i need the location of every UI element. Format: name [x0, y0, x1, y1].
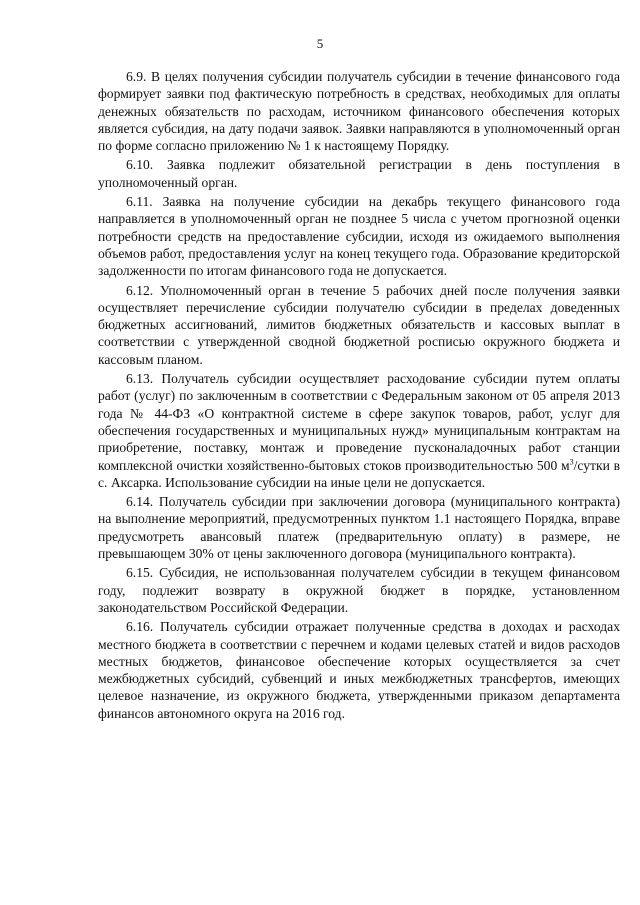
paragraph-6-10: 6.10. Заявка подлежит обязательной регистрации в день поступления в уполномоченный орган.	[98, 157, 620, 190]
paragraph-6-13-text-after: /сутки в с. Аксарка. Использование субсидии на иные цели не допускается.	[98, 457, 620, 490]
paragraph-6-14: 6.14. Получатель субсидии при заключении договора (муниципального контракта) на выполнение мероприятий, предусмотренных пунктом 1.1 настоящего Порядка, вправе предусмотреть авансовый платеж (предварительную оплату) в размере, не превышающем 30% от цены заключенного договора (муниципального контракта).	[98, 494, 620, 562]
paragraph-6-13-text-before: 6.13. Получатель субсидии осуществляет расходование субсидии путем оплаты работ (услуг) по заключенным в соответствии с Федеральным законом от 05 апреля 2013 года № 44-ФЗ «О контрактной системе в сфере закупок товаров, работ, услуг для обеспечения государственных и муниципальных нужд» муниципальным контрактам на приобретение, поставку, монтаж и проведение пусконаладочных работ станции комплексной очистки хозяйственно-бытовых стоков производительностью 500 м	[98, 371, 620, 473]
document-body	[98, 68, 620, 724]
paragraph-6-12: 6.12. Уполномоченный орган в течение 5 рабочих дней после получения заявки осуществляет перечисление субсидии получателю субсидии в пределах доведенных бюджетных ассигнований, лимитов бюджетных обязательств и кассовых выплат в соответствии с утвержденной сводной бюджетной росписью окружного бюджета и кассовым планом.	[98, 282, 620, 367]
paragraph-6-9: 6.9. В целях получения субсидии получатель субсидии в течение финансового года формирует заявки под фактическую потребность в средствах, необходимых для оплаты денежных обязательств по расходам, источником финансового обеспечения которых является субсидия, на дату подачи заявок. Заявки направляются в уполномоченный орган по форме согласно приложению № 1 к настоящему Порядку.	[98, 69, 620, 154]
paragraph-6-13	[98, 370, 620, 491]
paragraph-6-11: 6.11. Заявка на получение субсидии на декабрь текущего финансового года направляется в уполномоченный орган не позднее 5 числа с учетом прогнозной оценки потребности средств на предоставление субсидии, исходя из ожидаемого выполнения объемов работ, предоставления услуг на конец текущего года. Образование кредиторской задолженности по итогам финансового года не допускается.	[98, 194, 620, 279]
page-number: 5	[316, 36, 324, 51]
cubic-superscript: 3	[569, 457, 574, 466]
paragraph-6-16: 6.16. Получатель субсидии отражает полученные средства в доходах и расходах местного бюджета в соответствии с перечнем и кодами целевых статей и видов расходов местных бюджетов, финансовое обеспечение которых осуществляется за счет межбюджетных субсидий, субвенций и иных межбюджетных трансфертов, имеющих целевое назначение, из окружного бюджета, утвержденными приказом департамента финансов автономного округа на 2016 год.	[98, 619, 620, 721]
paragraph-6-15: 6.15. Субсидия, не использованная получателем субсидии в текущем финансовом году, подлежит возврату в окружной бюджет в порядке, установленном законодательством Российской Федерации.	[98, 565, 620, 615]
